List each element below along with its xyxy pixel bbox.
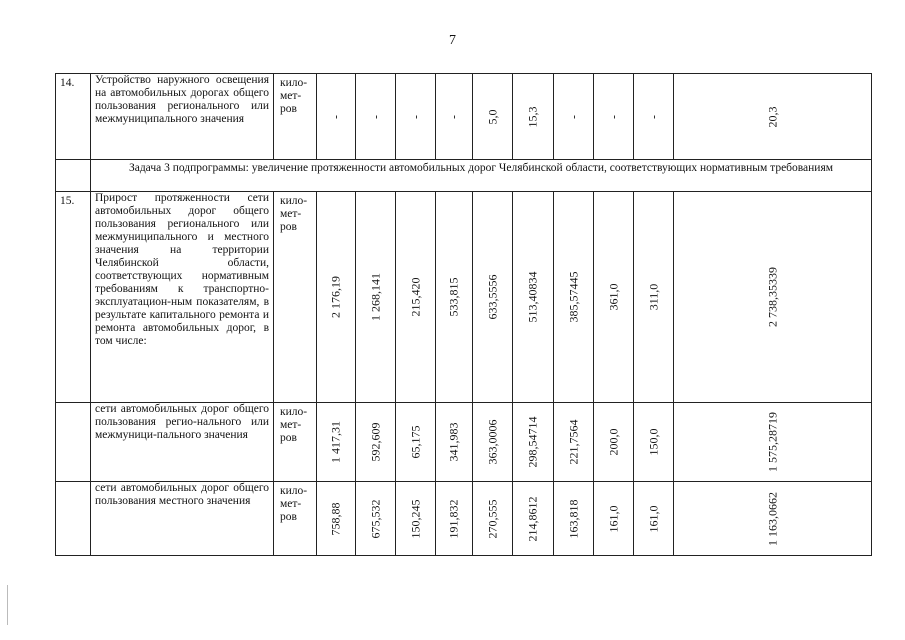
value-text: 161,0 — [646, 505, 660, 532]
row-unit: кило-мет-ров — [274, 482, 317, 556]
value-text: 5,0 — [485, 109, 499, 124]
value-text: 214,8612 — [525, 496, 540, 541]
value-text: - — [408, 114, 422, 119]
row-unit: кило-мет-ров — [274, 74, 317, 160]
table-row — [56, 403, 872, 482]
value-text: 1 575,28719 — [765, 412, 779, 472]
value-text: 20,3 — [765, 106, 779, 127]
value-cell — [513, 192, 554, 403]
value-text: - — [646, 114, 660, 119]
value-cell — [356, 403, 396, 482]
value-cell — [473, 192, 513, 403]
value-cell — [436, 74, 473, 160]
value-text: 385,57445 — [566, 271, 580, 323]
value-cell — [396, 403, 436, 482]
value-cell — [674, 192, 872, 403]
row-description: Прирост протяженности сети автомобильных дорог общего пользования регионального или межмуниципального и местного значения на территории Челябинской области, соответствующих нормативным требованиям к транспортно-эксплуатацион-ным показателям, в результате капитального ремонта и ремонта автомобильных дорог, в том числе: — [91, 192, 274, 403]
data-table — [55, 73, 872, 556]
value-text: 200,0 — [606, 428, 620, 456]
value-cell — [356, 192, 396, 403]
table-row — [56, 192, 872, 403]
value-cell — [594, 192, 634, 403]
value-cell — [674, 403, 872, 482]
value-cell — [634, 192, 674, 403]
table-row — [56, 74, 872, 160]
value-cell — [554, 74, 594, 160]
value-text: 221,7564 — [566, 419, 580, 465]
table-row — [56, 482, 872, 556]
value-text: - — [446, 114, 461, 119]
value-cell — [513, 482, 554, 556]
value-text: 361,0 — [606, 283, 620, 311]
value-text: - — [566, 114, 580, 119]
value-text: 363,0006 — [485, 419, 499, 465]
value-cell — [317, 74, 356, 160]
task-title: Задача 3 подпрограммы: увеличение протяженности автомобильных дорог Челябинской области, соответствующих нормативным требованиям — [91, 160, 872, 192]
page-number: 7 — [449, 33, 456, 48]
value-cell — [473, 482, 513, 556]
row-unit: кило-мет-ров — [274, 403, 317, 482]
value-text: 15,3 — [525, 106, 540, 127]
value-cell — [473, 403, 513, 482]
value-cell — [554, 192, 594, 403]
row-description: сети автомобильных дорог общего пользования регио-нального или межмуници-пального значения — [91, 403, 274, 482]
value-text: 163,818 — [566, 499, 580, 538]
value-cell — [396, 192, 436, 403]
value-cell — [317, 403, 356, 482]
value-text: 65,175 — [408, 425, 422, 459]
value-cell — [554, 482, 594, 556]
value-cell — [436, 403, 473, 482]
value-text: 1 163,0662 — [765, 491, 779, 546]
value-text: 1 268,141 — [368, 273, 382, 321]
value-text: 270,555 — [485, 499, 499, 538]
value-cell — [674, 74, 872, 160]
value-text: - — [606, 114, 620, 119]
row-number: 15. — [56, 192, 91, 403]
value-text: 161,0 — [606, 505, 620, 532]
margin-mark — [7, 585, 8, 625]
value-text: 191,832 — [446, 499, 461, 538]
value-cell — [594, 74, 634, 160]
value-cell — [594, 482, 634, 556]
value-cell — [634, 482, 674, 556]
value-cell — [513, 74, 554, 160]
value-text: 758,88 — [328, 502, 343, 535]
value-text: 298,54714 — [525, 416, 540, 468]
row-description: Устройство наружного освещения на автомобильных дорогах общего пользования регионального или межмуниципального значения — [91, 74, 274, 160]
value-cell — [513, 403, 554, 482]
value-text: - — [368, 114, 382, 119]
value-cell — [356, 74, 396, 160]
value-text: 2 176,19 — [328, 276, 343, 318]
value-text: 513,40834 — [525, 271, 540, 323]
value-text: 592,609 — [368, 422, 382, 462]
value-cell — [436, 192, 473, 403]
value-text: 150,0 — [646, 428, 660, 456]
value-text: 150,245 — [408, 499, 422, 538]
value-cell — [396, 74, 436, 160]
value-cell — [317, 192, 356, 403]
value-cell — [674, 482, 872, 556]
value-text: 215,420 — [408, 277, 422, 317]
value-text: 2 738,35339 — [765, 267, 779, 327]
value-cell — [396, 482, 436, 556]
value-cell — [473, 74, 513, 160]
value-text: 533,815 — [446, 277, 461, 317]
value-text: 633,5556 — [485, 274, 499, 320]
value-cell — [317, 482, 356, 556]
task-number-cell — [56, 160, 91, 192]
value-cell — [554, 403, 594, 482]
row-number — [56, 403, 91, 482]
row-description: сети автомобильных дорог общего пользования местного значения — [91, 482, 274, 556]
value-text: 1 417,31 — [328, 421, 343, 463]
value-text: 341,983 — [446, 422, 461, 462]
value-cell — [594, 403, 634, 482]
task-row — [56, 160, 872, 192]
value-text: - — [328, 114, 343, 119]
row-number — [56, 482, 91, 556]
value-text: 311,0 — [646, 283, 660, 311]
value-text: 675,532 — [368, 499, 382, 538]
row-unit: кило-мет-ров — [274, 192, 317, 403]
value-cell — [356, 482, 396, 556]
row-number: 14. — [56, 74, 91, 160]
value-cell — [436, 482, 473, 556]
value-cell — [634, 403, 674, 482]
value-cell — [634, 74, 674, 160]
